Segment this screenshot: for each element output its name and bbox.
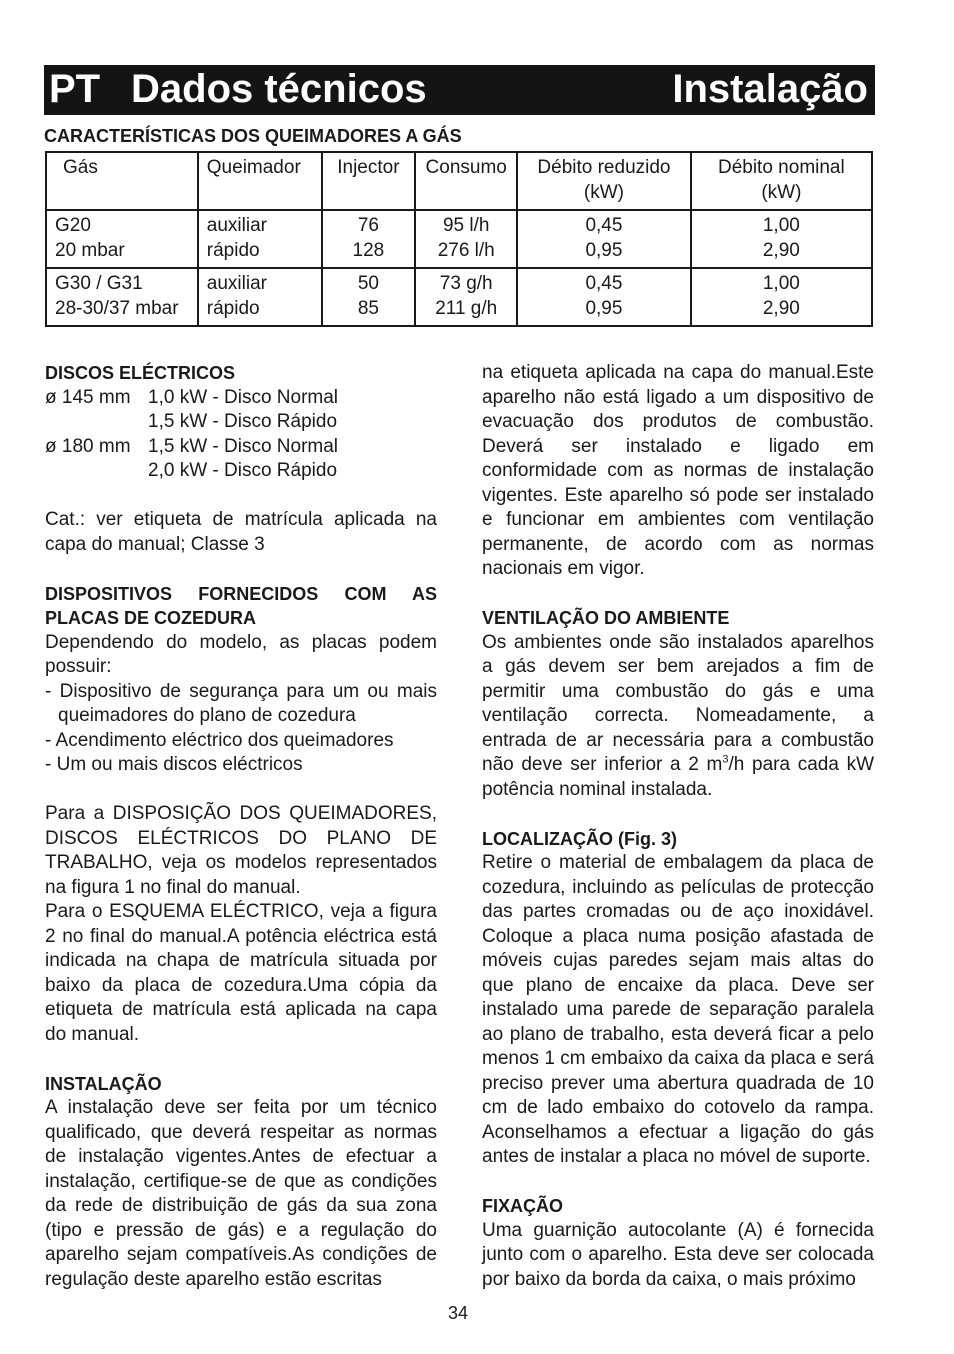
page-title: Dados técnicos xyxy=(131,67,427,111)
cell-nominal-flow: 1,00 2,90 xyxy=(691,210,872,268)
right-column xyxy=(482,361,874,1292)
cell-reduced-flow: 0,45 0,95 xyxy=(517,268,691,326)
cell-injector: 76 128 xyxy=(322,210,416,268)
table-row xyxy=(46,210,872,268)
disc-spec-row: 2,0 kW - Disco Rápido xyxy=(148,460,338,481)
cell-nominal-flow: 1,00 2,90 xyxy=(691,268,872,326)
ventilacao-heading: VENTILAÇÃO DO AMBIENTE xyxy=(482,608,730,628)
list-item: - Dispositivo de segurança para um ou mais queimadores do plano de cozedura xyxy=(45,680,437,726)
list-item: - Um ou mais discos eléctricos xyxy=(45,754,303,775)
disposicao-text: Para a DISPOSIÇÃO DOS QUEIMADORES, DISCOS ELÉCTRICOS DO PLANO DE TRABALHO, veja os modelos representados na figura 1 no final do manual. xyxy=(45,803,437,898)
header-nominal-flow: Débito nominal (kW) xyxy=(691,152,872,210)
instalacao-heading: INSTALAÇÃO xyxy=(45,1073,162,1094)
language-code: PT xyxy=(49,67,101,111)
fixacao-text: Uma guarnição autocolante (A) é fornecida junto com o aparelho. Esta deve ser colocada por baixo da borda da caixa, o mais próximo xyxy=(482,1219,874,1290)
discos-heading: DISCOS ELÉCTRICOS xyxy=(45,363,236,383)
header-gas: Gás xyxy=(46,152,198,210)
header-burner: Queimador xyxy=(198,152,322,210)
instalacao-text: A instalação deve ser feita por um técnico qualificado, que deverá respeitar as normas de instalação vigentes.Antes de efectuar a instalação, certifique-se de que as condições da rede de distribuição de gás da sua zona (tipo e pressão de gás) e a regulação do aparelho sejam compatíveis.As condições de regulação deste aparelho estão escritas xyxy=(45,1097,437,1290)
left-column xyxy=(45,361,437,1292)
table-header-row xyxy=(46,152,872,210)
localizacao-text: Retire o material de embalagem da placa de cozedura, incluindo as películas de protecção das partes cromadas ou de aço inoxidável. Coloque a placa numa posição afastada de móveis cujas paredes sejam mais altas do que plano de encaixe da placa. Deve ser instalado uma parede de separação paralela ao plano de trabalho, esta deverá ficar a pelo menos 1 cm embaixo da caixa da placa e será preciso prever uma abertura quadrada de 10 cm de lado embaixo do cotovelo da rampa. Aconselhamos a efectuar a ligação do gás antes de instalar a placa no móvel de suporte. xyxy=(482,852,874,1167)
category-text: Cat.: ver etiqueta de matrícula aplicada na capa do manual; Classe 3 xyxy=(45,509,437,555)
table-title: CARACTERÍSTICAS DOS QUEIMADORES A GÁS xyxy=(44,126,462,146)
disc-spec-row: ø 145 mm 1,0 kW - Disco Normal xyxy=(45,386,339,408)
page-header xyxy=(44,65,875,115)
header-injector: Injector xyxy=(322,152,416,210)
cell-gas: G20 20 mbar xyxy=(46,210,198,268)
header-consumption: Consumo xyxy=(415,152,517,210)
page-number: 34 xyxy=(447,1303,469,1323)
cell-reduced-flow: 0,45 0,95 xyxy=(517,210,691,268)
cell-gas: G30 / G31 28-30/37 mbar xyxy=(46,268,198,326)
cell-burner: auxiliar rápido xyxy=(198,268,322,326)
table-row xyxy=(46,268,872,326)
localizacao-heading: LOCALIZAÇÃO (Fig. 3) xyxy=(482,828,677,849)
ventilacao-text: Os ambientes onde são instalados aparelhos a gás devem ser bem arejados a fim de permitir uma combustão do gás e uma ventilação correcta. Nomeadamente, a entrada de ar necessária para a combustão não deve ser inferior a 2 $m^3/h$ para cada kW potência nominal instalada. xyxy=(482,631,874,800)
header-reduced-flow: Débito reduzido (kW) xyxy=(517,152,691,210)
cell-injector: 50 85 xyxy=(322,268,416,326)
disc-spec-row: 1,5 kW - Disco Rápido xyxy=(148,411,338,432)
cell-consumption: 95 l/h 276 l/h xyxy=(415,210,517,268)
disc-spec-row: ø 180 mm 1,5 kW - Disco Normal xyxy=(45,435,339,457)
dispositivos-intro: Dependendo do modelo, as placas podem possuir: xyxy=(45,631,437,677)
continuation-text: na etiqueta aplicada na capa do manual.Este aparelho não está ligado a um dispositivo de evacuação dos produtos de combustão. Deverá ser instalado e ligado em conformidade com as normas de instalação vigentes. Este aparelho só pode ser instalado e funcionar em ambientes com ventilação permanente, de acordo com as normas nacionais em vigor. xyxy=(482,362,874,579)
list-item: - Acendimento eléctrico dos queimadores xyxy=(45,729,394,751)
cell-consumption: 73 g/h 211 g/h xyxy=(415,268,517,326)
esquema-text: Para o ESQUEMA ELÉCTRICO, veja a figura 2 no final do manual.A potência eléctrica está indicada na chapa de matrícula situada por baixo da placa de cozedura.Uma cópia da etiqueta de matrícula está aplicada na capa do manual. xyxy=(45,901,437,1045)
gas-burners-table xyxy=(45,151,873,327)
section-title: Instalação xyxy=(672,67,868,111)
cell-burner: auxiliar rápido xyxy=(198,210,322,268)
fixacao-heading: FIXAÇÃO xyxy=(482,1196,563,1216)
dispositivos-heading: DISPOSITIVOS FORNECIDOS COM AS PLACAS DE COZEDURA xyxy=(45,583,437,628)
